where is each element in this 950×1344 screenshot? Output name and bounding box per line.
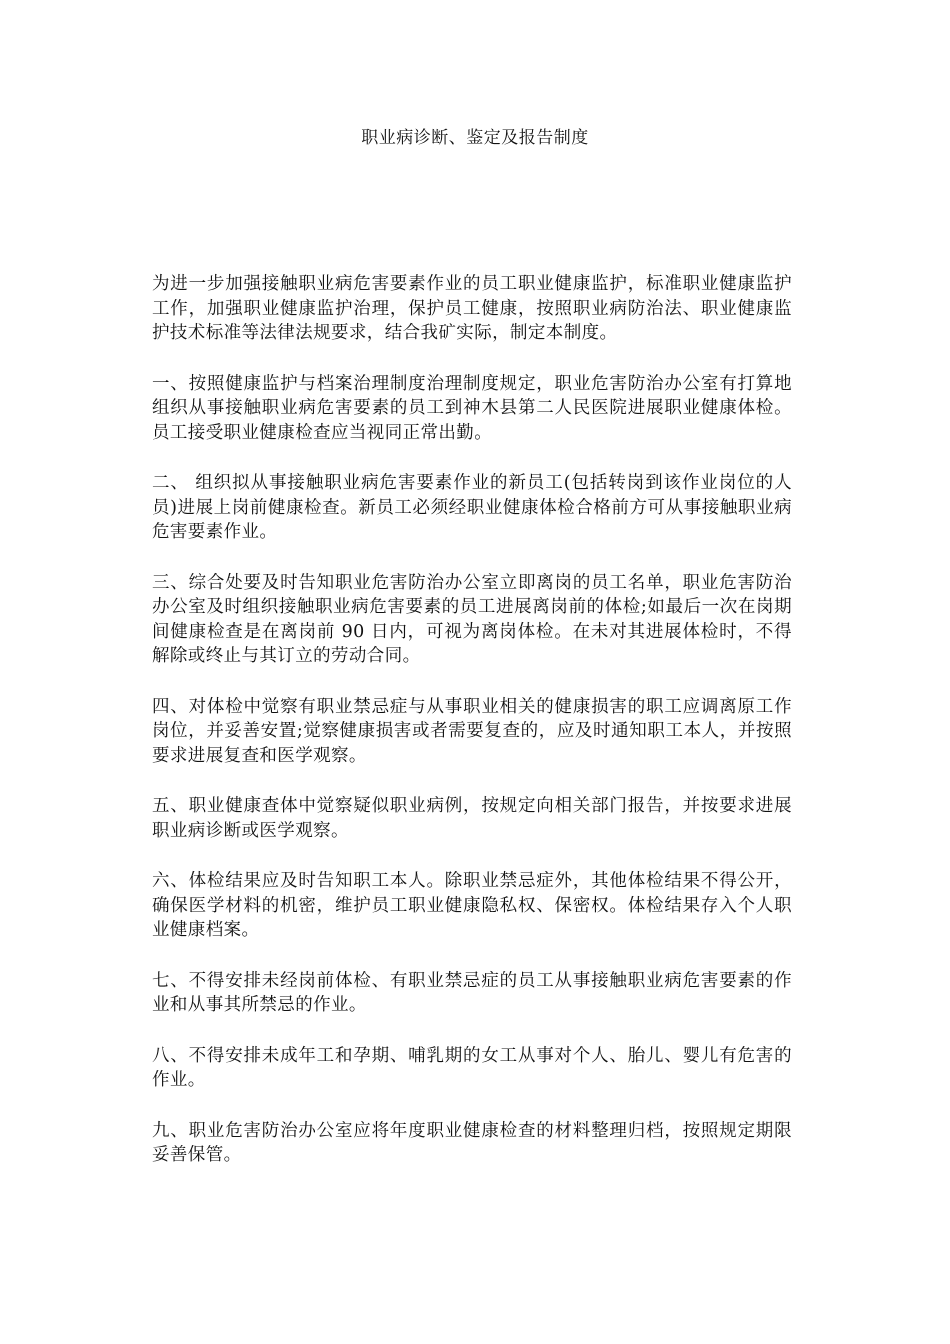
clause-2-paragraph: 二、 组织拟从事接触职业病危害要素作业的新员工(包括转岗到该作业岗位的人员)进展上岗前健康检查。新员工必须经职业健康体检合格前方可从事接触职业病危害要素作业。 — [152, 473, 792, 542]
clause-7-paragraph: 七、不得安排未经岗前体检、有职业禁忌症的员工从事接触职业病危害要素的作业和从事其所禁忌的作业。 — [152, 970, 792, 1015]
clause-1-paragraph: 一、按照健康监护与档案治理制度治理制度规定，职业危害防治办公室有打算地组织从事接触职业病危害要素的员工到神木县第二人民医院进展职业健康体检。员工接受职业健康检查应当视同正常出勤。 — [152, 373, 792, 443]
document-body — [152, 272, 792, 1194]
clause-8-paragraph: 八、不得安排未成年工和孕期、哺乳期的女工从事对个人、胎儿、婴儿有危害的作业。 — [152, 1045, 792, 1090]
clause-6-paragraph: 六、体检结果应及时告知职工本人。除职业禁忌症外，其他体检结果不得公开，确保医学材料的机密，维护员工职业健康隐私权、保密权。体检结果存入个人职业健康档案。 — [152, 871, 792, 940]
document-title: 职业病诊断、鉴定及报告制度 — [361, 128, 589, 148]
clause-4-paragraph: 四、对体检中觉察有职业禁忌症与从事职业相关的健康损害的职工应调离原工作岗位，并妥善安置;觉察健康损害或者需要复查的，应及时通知职工本人，并按照要求进展复查和医学观察。 — [152, 696, 792, 766]
clause-5-paragraph: 五、职业健康查体中觉察疑似职业病例，按规定向相关部门报告，并按要求进展职业病诊断或医学观察。 — [152, 796, 792, 841]
clause-3-paragraph: 三、综合处要及时告知职业危害防治办公室立即离岗的员工名单，职业危害防治办公室及时组织接触职业病危害要素的员工进展离岗前的体检;如最后一次在岗期间健康检查是在离岗前 90 日内，可视为离岗体检。在未对其进展体检时，不得解除或终止与其订立的劳动合同。 — [152, 572, 792, 666]
intro-paragraph: 为进一步加强接触职业病危害要素作业的员工职业健康监护，标准职业健康监护工作，加强职业健康监护治理，保护员工健康，按照职业病防治法、职业健康监护技术标准等法律法规要求，结合我矿实际，制定本制度。 — [152, 274, 792, 343]
clause-9-paragraph: 九、职业危害防治办公室应将年度职业健康检查的材料整理归档，按照规定期限妥善保管。 — [152, 1120, 792, 1165]
